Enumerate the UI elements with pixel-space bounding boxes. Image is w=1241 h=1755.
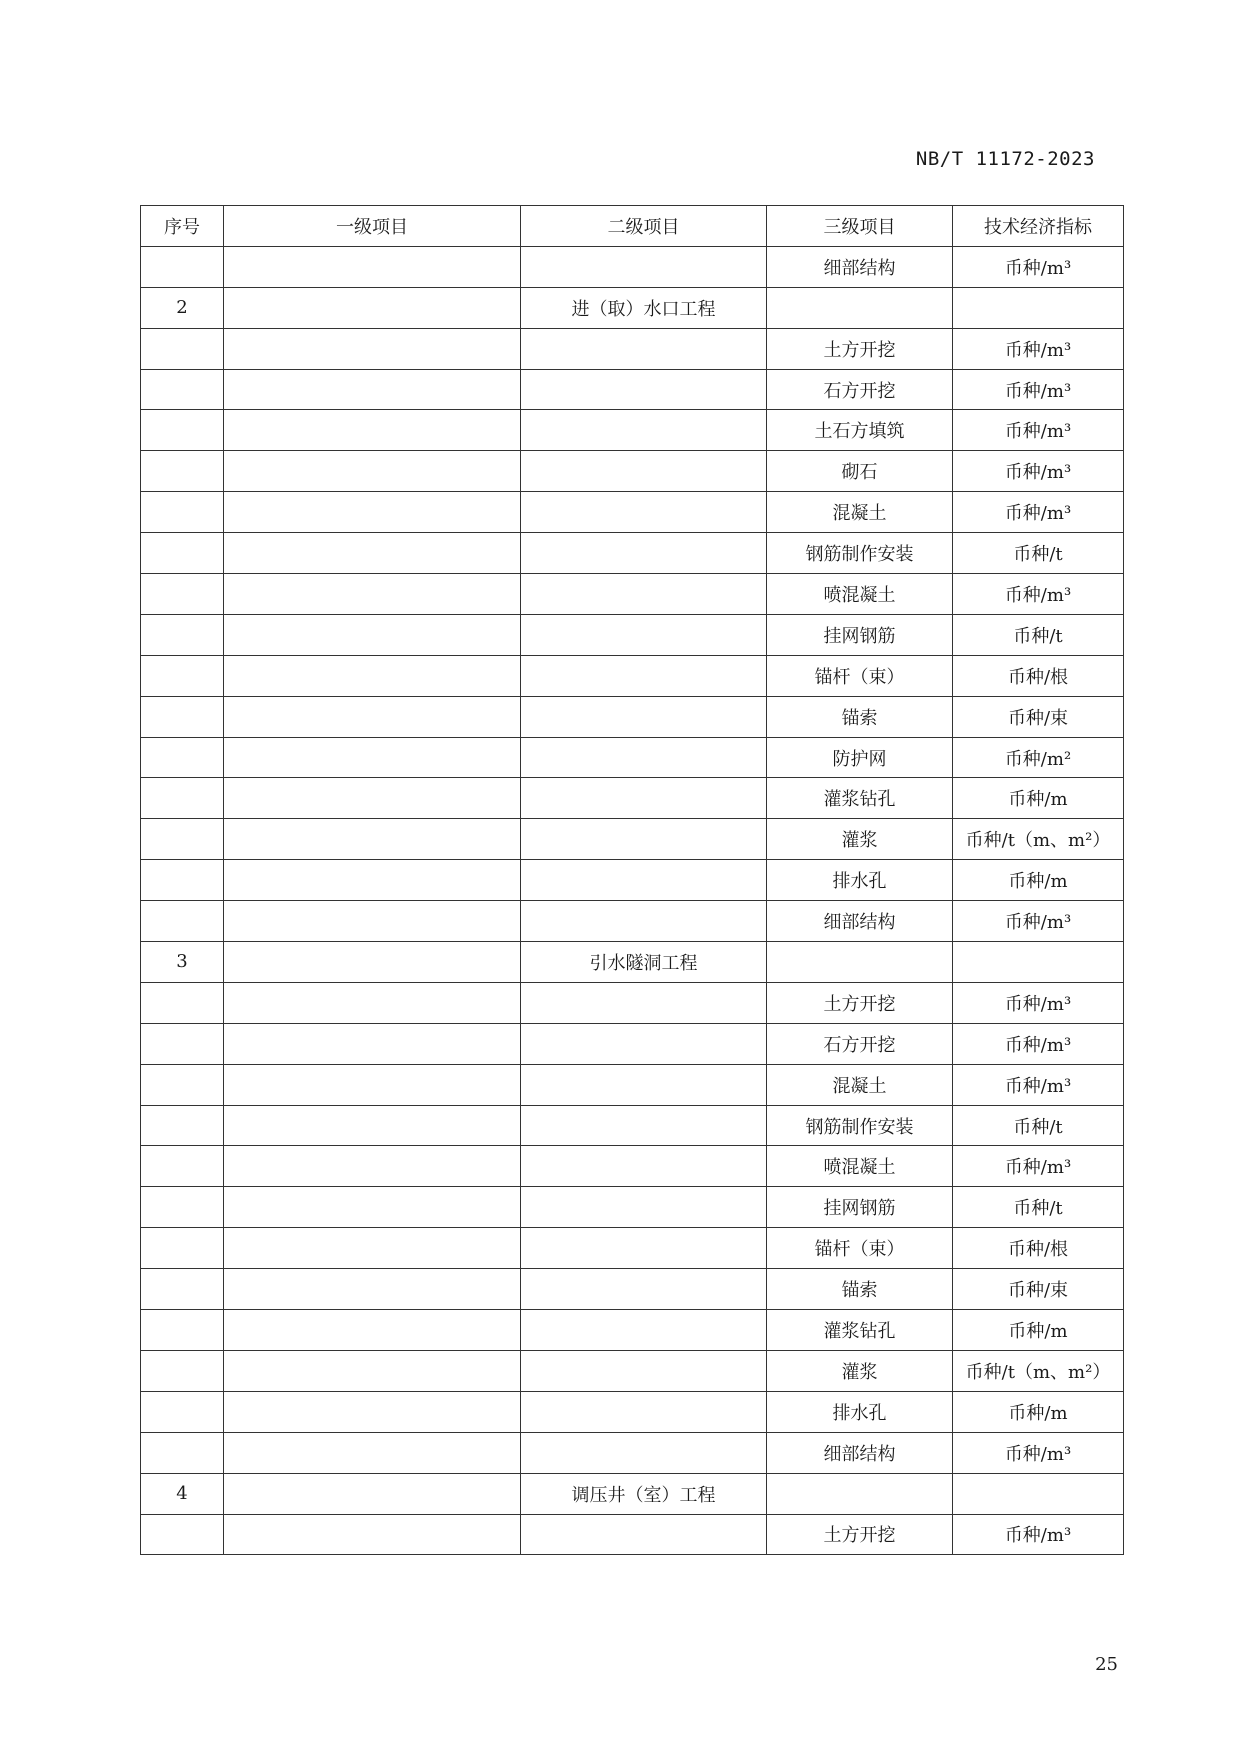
cell-level2	[521, 1310, 767, 1351]
header-seq: 序号	[141, 206, 224, 247]
cell-level1	[224, 819, 521, 860]
cell-level3: 喷混凝土	[767, 1146, 953, 1187]
cell-level2	[521, 451, 767, 492]
cell-level2	[521, 246, 767, 287]
cell-indicator: 币种/m³	[953, 1514, 1124, 1555]
table-row	[141, 1269, 1124, 1310]
cell-level3: 排水孔	[767, 860, 953, 901]
cell-seq	[141, 1514, 224, 1555]
cell-seq	[141, 1146, 224, 1187]
table-row	[141, 1228, 1124, 1269]
cell-level3: 细部结构	[767, 246, 953, 287]
cell-level3: 石方开挖	[767, 369, 953, 410]
cell-indicator: 币种/束	[953, 696, 1124, 737]
cell-level1	[224, 246, 521, 287]
cell-indicator: 币种/t	[953, 614, 1124, 655]
cell-indicator: 币种/根	[953, 655, 1124, 696]
cell-indicator: 币种/m	[953, 778, 1124, 819]
cell-level1	[224, 1187, 521, 1228]
cell-indicator	[953, 287, 1124, 328]
cell-level2	[521, 614, 767, 655]
table-row	[141, 1187, 1124, 1228]
cell-level2	[521, 655, 767, 696]
header-level3: 三级项目	[767, 206, 953, 247]
cell-indicator: 币种/m	[953, 1391, 1124, 1432]
table-row	[141, 1105, 1124, 1146]
cell-level1	[224, 369, 521, 410]
cell-level1	[224, 1514, 521, 1555]
cell-level1	[224, 328, 521, 369]
table-row	[141, 1514, 1124, 1555]
cell-indicator: 币种/t	[953, 1187, 1124, 1228]
cell-level2	[521, 574, 767, 615]
cell-level1	[224, 1105, 521, 1146]
cell-indicator: 币种/m³	[953, 1023, 1124, 1064]
cell-level1	[224, 1023, 521, 1064]
cell-level2	[521, 369, 767, 410]
cell-seq	[141, 1432, 224, 1473]
cell-level2	[521, 1432, 767, 1473]
cell-level2	[521, 1228, 767, 1269]
cell-seq	[141, 737, 224, 778]
table-row	[141, 778, 1124, 819]
cell-level3: 土方开挖	[767, 328, 953, 369]
cell-seq	[141, 982, 224, 1023]
table-row	[141, 982, 1124, 1023]
cell-level3	[767, 942, 953, 983]
cell-seq	[141, 451, 224, 492]
cell-level1	[224, 410, 521, 451]
cell-level2: 进（取）水口工程	[521, 287, 767, 328]
table-row	[141, 492, 1124, 533]
cell-seq	[141, 1187, 224, 1228]
cell-level1	[224, 1146, 521, 1187]
cell-indicator: 币种/m³	[953, 574, 1124, 615]
cell-indicator	[953, 942, 1124, 983]
cell-seq	[141, 328, 224, 369]
cell-seq	[141, 492, 224, 533]
cell-level2	[521, 1064, 767, 1105]
cell-level3: 灌浆钻孔	[767, 778, 953, 819]
cell-seq	[141, 1105, 224, 1146]
cell-indicator: 币种/t（m、m²）	[953, 1350, 1124, 1391]
table-row	[141, 942, 1124, 983]
cell-seq	[141, 246, 224, 287]
cell-seq	[141, 533, 224, 574]
cell-seq	[141, 369, 224, 410]
cell-level1	[224, 287, 521, 328]
table-row	[141, 246, 1124, 287]
cell-seq	[141, 1350, 224, 1391]
cell-level1	[224, 1064, 521, 1105]
cell-level1	[224, 1269, 521, 1310]
cell-level2	[521, 778, 767, 819]
cell-level3: 细部结构	[767, 1432, 953, 1473]
table-row	[141, 737, 1124, 778]
cell-level2	[521, 860, 767, 901]
table-row	[141, 1350, 1124, 1391]
cell-level3: 灌浆	[767, 1350, 953, 1391]
cell-indicator: 币种/m³	[953, 982, 1124, 1023]
cell-level2	[521, 328, 767, 369]
cell-level3: 砌石	[767, 451, 953, 492]
cell-level3: 锚杆（束）	[767, 655, 953, 696]
cell-level2	[521, 410, 767, 451]
cell-level3: 钢筋制作安装	[767, 1105, 953, 1146]
cell-level1	[224, 451, 521, 492]
cell-level2	[521, 819, 767, 860]
cell-level3: 混凝土	[767, 1064, 953, 1105]
cell-seq	[141, 655, 224, 696]
cell-level3: 锚杆（束）	[767, 1228, 953, 1269]
cell-seq: 3	[141, 942, 224, 983]
cell-level3: 细部结构	[767, 901, 953, 942]
cell-level2	[521, 1023, 767, 1064]
cell-level1	[224, 655, 521, 696]
table-row	[141, 287, 1124, 328]
cell-seq	[141, 1228, 224, 1269]
cell-level1	[224, 1432, 521, 1473]
cell-level3: 混凝土	[767, 492, 953, 533]
table-row	[141, 901, 1124, 942]
table-body	[141, 246, 1124, 1555]
cell-indicator: 币种/m³	[953, 451, 1124, 492]
cell-seq	[141, 1310, 224, 1351]
cell-level3: 锚索	[767, 696, 953, 737]
table-row	[141, 1473, 1124, 1514]
cell-level3: 排水孔	[767, 1391, 953, 1432]
cell-indicator: 币种/m³	[953, 1064, 1124, 1105]
header-indicator: 技术经济指标	[953, 206, 1124, 247]
cell-level1	[224, 1391, 521, 1432]
cell-level3: 挂网钢筋	[767, 614, 953, 655]
cell-level1	[224, 574, 521, 615]
cell-level3: 防护网	[767, 737, 953, 778]
header-level1: 一级项目	[224, 206, 521, 247]
table-row	[141, 819, 1124, 860]
cell-seq	[141, 410, 224, 451]
cell-seq	[141, 696, 224, 737]
table-row	[141, 533, 1124, 574]
cell-level1	[224, 942, 521, 983]
cell-level1	[224, 982, 521, 1023]
cell-level1	[224, 492, 521, 533]
cell-indicator: 币种/m³	[953, 369, 1124, 410]
cell-level3: 灌浆钻孔	[767, 1310, 953, 1351]
cell-level2	[521, 533, 767, 574]
cell-indicator: 币种/m³	[953, 328, 1124, 369]
cell-indicator: 币种/m³	[953, 410, 1124, 451]
cell-level2	[521, 982, 767, 1023]
cell-seq	[141, 1269, 224, 1310]
table-row	[141, 696, 1124, 737]
cell-indicator: 币种/t	[953, 1105, 1124, 1146]
cell-level2	[521, 1269, 767, 1310]
cell-level2	[521, 1514, 767, 1555]
cell-level3: 挂网钢筋	[767, 1187, 953, 1228]
cell-level3: 土石方填筑	[767, 410, 953, 451]
table-row	[141, 860, 1124, 901]
cell-indicator: 币种/m³	[953, 901, 1124, 942]
cell-level1	[224, 778, 521, 819]
table-row	[141, 1023, 1124, 1064]
cell-indicator: 币种/m³	[953, 492, 1124, 533]
cell-level1	[224, 901, 521, 942]
cell-seq	[141, 860, 224, 901]
cell-seq	[141, 819, 224, 860]
cell-seq	[141, 574, 224, 615]
cell-level1	[224, 1350, 521, 1391]
cell-level2	[521, 696, 767, 737]
cell-seq	[141, 778, 224, 819]
cell-indicator: 币种/t	[953, 533, 1124, 574]
cell-seq	[141, 1391, 224, 1432]
cell-seq	[141, 1023, 224, 1064]
cell-indicator: 币种/t（m、m²）	[953, 819, 1124, 860]
cell-seq	[141, 614, 224, 655]
cell-level2	[521, 737, 767, 778]
cell-seq: 2	[141, 287, 224, 328]
cell-indicator: 币种/m³	[953, 1146, 1124, 1187]
cell-seq: 4	[141, 1473, 224, 1514]
cell-indicator: 币种/m	[953, 1310, 1124, 1351]
table-row	[141, 655, 1124, 696]
table-header-row	[141, 206, 1124, 247]
page-number: 25	[1095, 1654, 1118, 1675]
cell-level3: 石方开挖	[767, 1023, 953, 1064]
cell-indicator: 币种/m³	[953, 1432, 1124, 1473]
cell-indicator	[953, 1473, 1124, 1514]
cell-level2	[521, 1350, 767, 1391]
cell-level1	[224, 860, 521, 901]
cell-level1	[224, 696, 521, 737]
indicator-table	[140, 205, 1124, 1555]
cell-level3: 喷混凝土	[767, 574, 953, 615]
cell-level2	[521, 1146, 767, 1187]
header-level2: 二级项目	[521, 206, 767, 247]
cell-indicator: 币种/m	[953, 860, 1124, 901]
table-row	[141, 369, 1124, 410]
cell-level2: 引水隧洞工程	[521, 942, 767, 983]
cell-indicator: 币种/m²	[953, 737, 1124, 778]
table-row	[141, 574, 1124, 615]
cell-level3: 土方开挖	[767, 1514, 953, 1555]
table-row	[141, 328, 1124, 369]
document-code: NB/T 11172-2023	[915, 148, 1095, 170]
cell-level1	[224, 1310, 521, 1351]
table-row	[141, 1432, 1124, 1473]
cell-level2	[521, 1105, 767, 1146]
table-row	[141, 1064, 1124, 1105]
cell-level3: 土方开挖	[767, 982, 953, 1023]
cell-level3: 钢筋制作安装	[767, 533, 953, 574]
table-row	[141, 410, 1124, 451]
cell-level1	[224, 614, 521, 655]
cell-indicator: 币种/根	[953, 1228, 1124, 1269]
cell-level3: 灌浆	[767, 819, 953, 860]
cell-level1	[224, 1228, 521, 1269]
cell-level3	[767, 1473, 953, 1514]
cell-indicator: 币种/束	[953, 1269, 1124, 1310]
cell-seq	[141, 1064, 224, 1105]
cell-indicator: 币种/m³	[953, 246, 1124, 287]
table-row	[141, 1391, 1124, 1432]
cell-level2	[521, 1187, 767, 1228]
cell-level2	[521, 492, 767, 533]
cell-level1	[224, 533, 521, 574]
table-row	[141, 614, 1124, 655]
cell-level1	[224, 1473, 521, 1514]
cell-level2	[521, 1391, 767, 1432]
cell-level2: 调压井（室）工程	[521, 1473, 767, 1514]
cell-level3: 锚索	[767, 1269, 953, 1310]
cell-seq	[141, 901, 224, 942]
table-row	[141, 1310, 1124, 1351]
table-row	[141, 451, 1124, 492]
cell-level2	[521, 901, 767, 942]
cell-level1	[224, 737, 521, 778]
table-row	[141, 1146, 1124, 1187]
cell-level3	[767, 287, 953, 328]
